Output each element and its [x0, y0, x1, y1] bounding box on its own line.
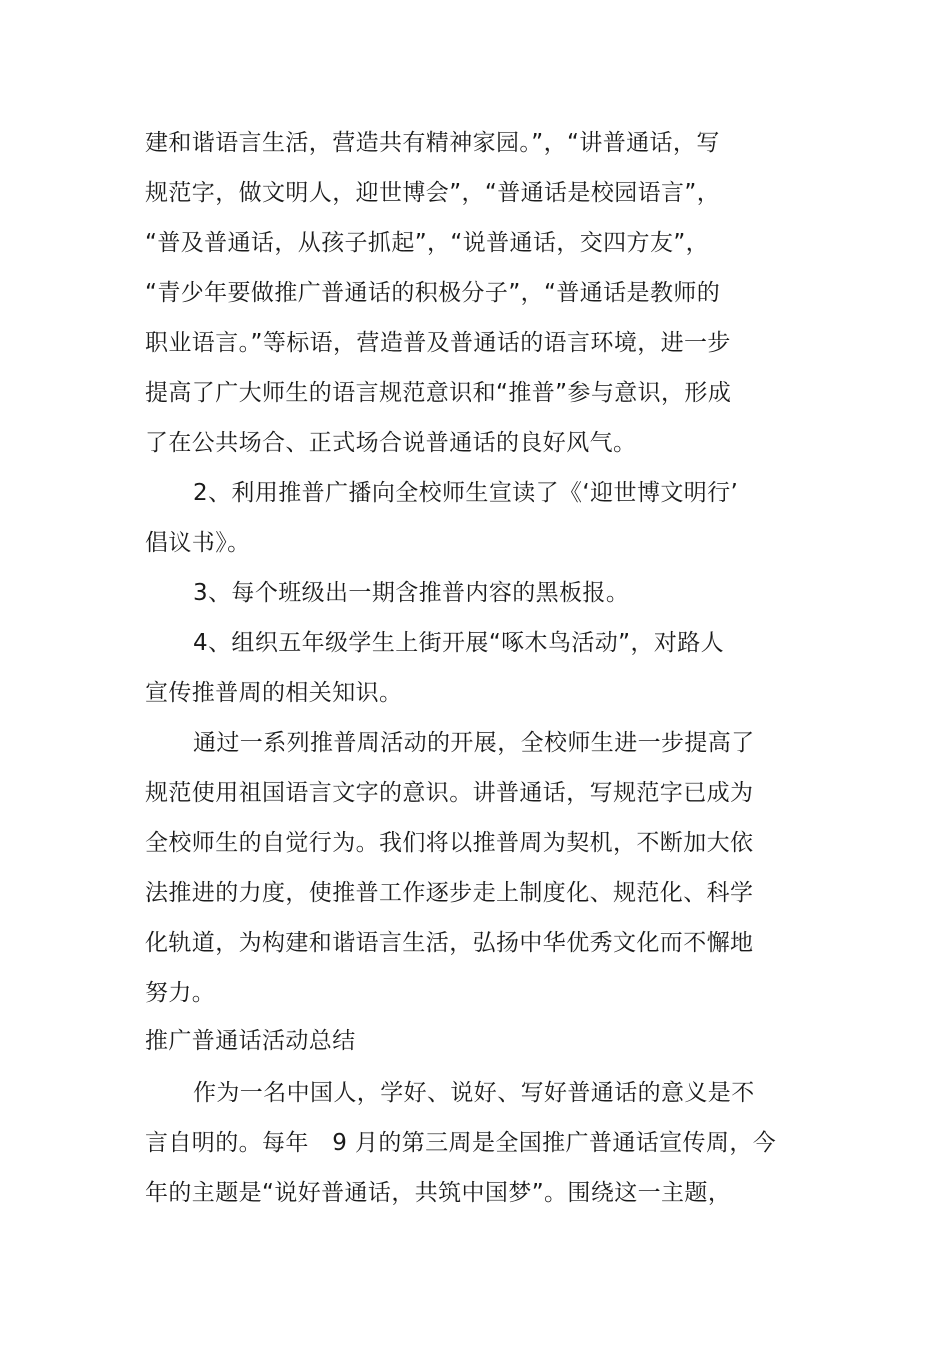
text-line: 规范使用祖国语言文字的意识。讲普通话，写规范字已成为	[145, 780, 754, 806]
text-line: 建和谐语言生活，营造共有精神家园。”，“讲普通话，写	[145, 130, 720, 156]
text-line: 全校师生的自觉行为。我们将以推普周为契机，不断加大依	[145, 830, 754, 856]
list-item-2: 2、利用推普广播向全校师生宣读了《‘迎世博文明行’	[193, 480, 739, 506]
section-title: 推广普通话活动总结	[145, 1028, 356, 1054]
text-line: 规范字，做文明人，迎世博会”，“普通话是校园语言”，	[145, 180, 721, 206]
text-line: 提高了广大师生的语言规范意识和“推普”参与意识，形成	[145, 380, 732, 406]
text-line: 了在公共场合、正式场合说普通话的良好风气。	[145, 430, 637, 456]
text-line: 年的主题是“说好普通话，共筑中国梦”。围绕这一主题，	[145, 1180, 732, 1206]
paragraph-start: 通过一系列推普周活动的开展，全校师生进一步提高了	[193, 730, 755, 756]
text-line: “普及普通话，从孩子抓起”，“说普通话，交四方友”，	[145, 230, 710, 256]
list-item-4: 4、组织五年级学生上街开展“啄木鸟活动”，对路人	[193, 630, 725, 656]
text-line: 言自明的。每年 9 月的第三周是全国推广普通话宣传周，今	[145, 1130, 777, 1156]
text-line: “青少年要做推广普通话的积极分子”，“普通话是教师的	[145, 280, 721, 306]
text-line: 职业语言。”等标语，营造普及普通话的语言环境，进一步	[145, 330, 731, 356]
text-line: 宣传推普周的相关知识。	[145, 680, 403, 706]
text-line: 努力。	[145, 980, 216, 1006]
list-item-3: 3、每个班级出一期含推普内容的黑板报。	[193, 580, 630, 606]
text-line: 法推进的力度，使推普工作逐步走上制度化、规范化、科学	[145, 880, 754, 906]
paragraph-start: 作为一名中国人，学好、说好、写好普通话的意义是不	[193, 1080, 755, 1106]
text-line: 倡议书》。	[145, 530, 251, 556]
text-line: 化轨道，为构建和谐语言生活，弘扬中华优秀文化而不懈地	[145, 930, 754, 956]
